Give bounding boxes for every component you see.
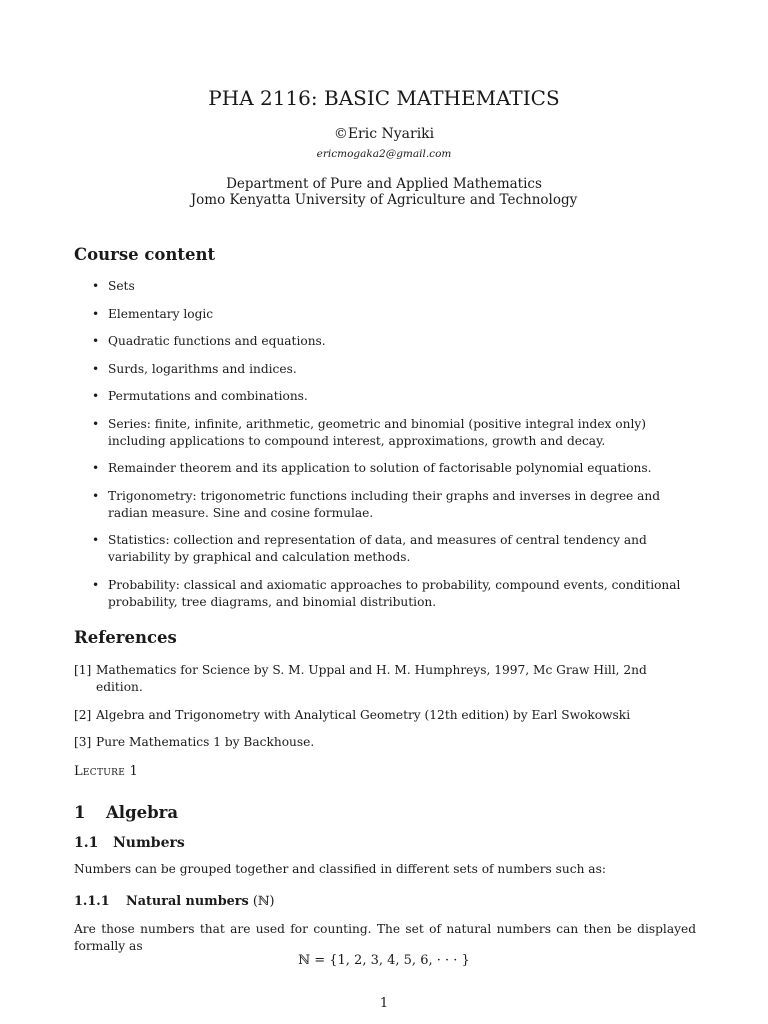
author-line (0, 126, 768, 142)
reference-text: Algebra and Trigonometry with Analytical Geometry (12th edition) by Earl Swokowski (96, 707, 631, 722)
section-title: Algebra (106, 803, 179, 822)
list-item: • Surds, logarithms and indices. (92, 361, 297, 376)
university: Jomo Kenyatta University of Agriculture and Technology (190, 192, 578, 208)
bullet-icon: • (92, 577, 100, 592)
course-content-heading: Course content (74, 245, 216, 264)
section-heading (74, 803, 178, 822)
page-number: 1 (379, 996, 389, 1011)
reference-item (74, 707, 696, 724)
subsubsection-number: 1.1.1 (74, 894, 110, 909)
subsubsection-title: Natural numbers (126, 894, 249, 909)
document-title: PHA 2116: BASIC MATHEMATICS (208, 86, 560, 110)
natural-numbers-paragraph: Are those numbers that are used for counting. The set of natural numbers can then be displayed formally as (74, 922, 696, 953)
references-heading: References (74, 628, 177, 647)
references-list (74, 662, 696, 762)
author-name: Eric Nyariki (347, 126, 435, 142)
list-item: • Series: finite, infinite, arithmetic, geometric and binomial (positive integral index only) including applications to compound interest, approximations, growth and decay. (92, 416, 647, 448)
reference-text: Pure Mathematics 1 by Backhouse. (96, 735, 315, 749)
bullet-icon: • (92, 334, 100, 348)
bullet-icon: • (92, 361, 100, 376)
list-item: • Trigonometry: trigonometric functions including their graphs and inverses in degree and radian measure. Sine and cosine formulae. (92, 488, 661, 520)
bullet-icon: • (92, 306, 100, 321)
subsection-title: Numbers (113, 835, 185, 851)
list-item: • Probability: classical and axiomatic approaches to probability, compound events, conditional probability, tree diagrams, and binomial distribution. (92, 577, 681, 609)
subsection-heading (74, 835, 185, 851)
reference-text: Mathematics for Science by S. M. Uppal and H. M. Humphreys, 1997, Mc Graw Hill, 2nd edition. (96, 663, 647, 694)
course-content-list (92, 278, 696, 621)
lecture-label: Lecture 1 (74, 764, 139, 779)
list-item: • Sets (92, 279, 135, 293)
natural-numbers-symbol: (ℕ) (252, 894, 275, 909)
bullet-icon: • (92, 533, 100, 547)
list-item: • Quadratic functions and equations. (92, 334, 326, 348)
bullet-icon: • (92, 416, 100, 431)
numbers-paragraph: Numbers can be grouped together and classified in different sets of numbers such as: (74, 862, 606, 876)
bullet-icon: • (92, 389, 100, 403)
author-email: ericmogaka2@gmail.com (316, 148, 452, 160)
list-item: • Permutations and combinations. (92, 389, 308, 403)
subsection-number: 1.1 (74, 835, 99, 851)
department: Department of Pure and Applied Mathematics (226, 176, 542, 192)
bullet-icon: • (92, 461, 100, 475)
reference-item (74, 662, 696, 696)
bullet-icon: • (92, 488, 100, 503)
list-item: • Statistics: collection and representation of data, and measures of central tendency and variability by graphical and calculation methods. (92, 533, 647, 564)
reference-number: [1] (74, 663, 92, 677)
reference-number: [3] (74, 735, 92, 749)
natural-numbers-formula: ℕ = {1, 2, 3, 4, 5, 6, · · · } (298, 953, 470, 968)
reference-item (74, 734, 696, 751)
subsubsection-heading (74, 894, 275, 909)
list-item: • Remainder theorem and its application to solution of factorisable polynomial equations. (92, 461, 652, 475)
list-item: • Elementary logic (92, 306, 214, 321)
copyright-icon: © (333, 126, 348, 142)
section-number: 1 (74, 803, 86, 822)
bullet-icon: • (92, 279, 100, 293)
reference-number: [2] (74, 707, 92, 722)
